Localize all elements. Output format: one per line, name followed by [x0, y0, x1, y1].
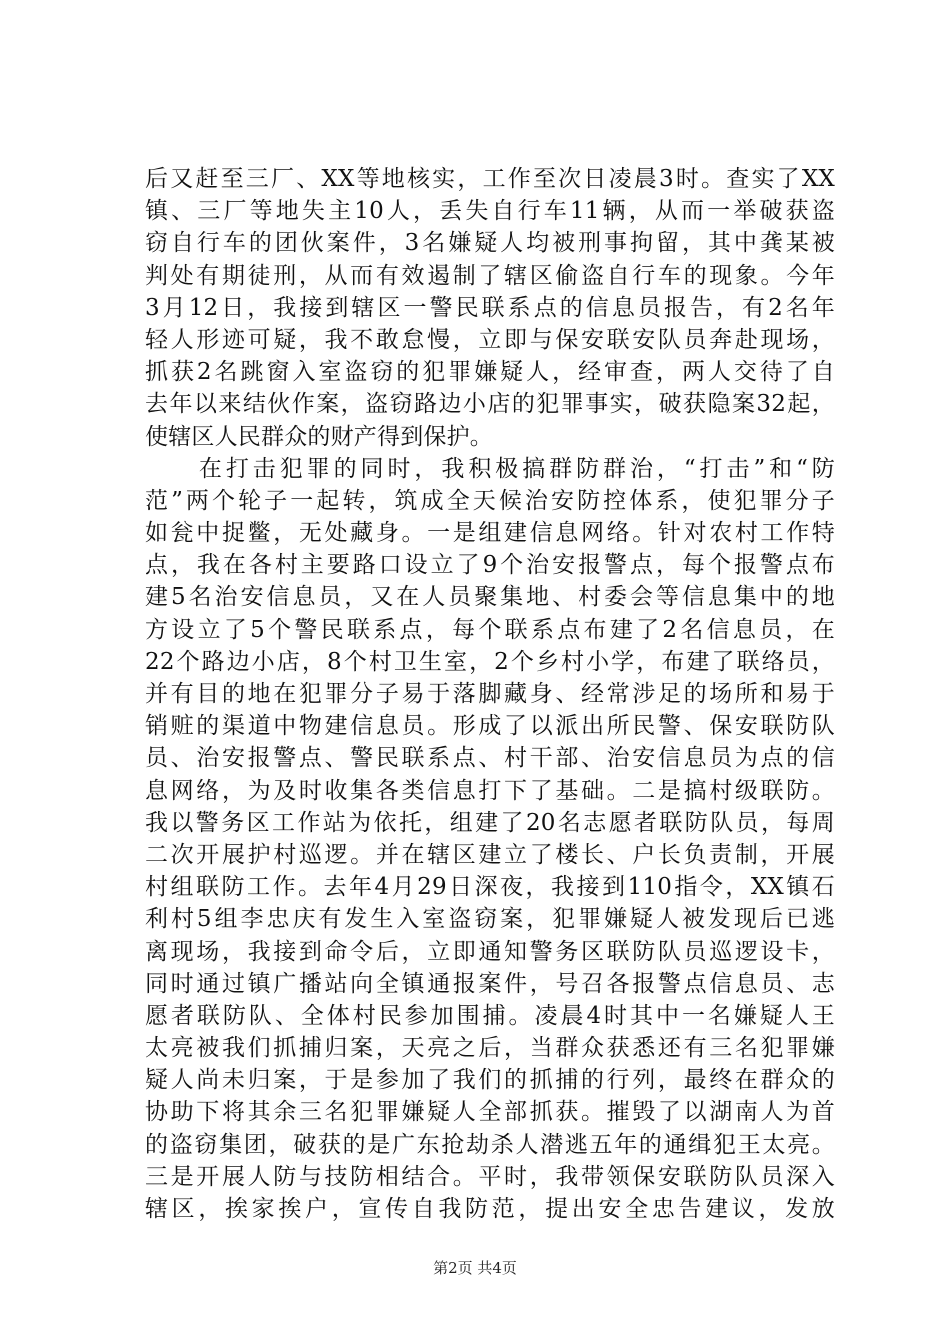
text-line: 22个路边小店，8个村卫生室，2个乡村小学，布建了联络员， [145, 648, 835, 675]
text-line: 如瓮中捉鳖，无处藏身。一是组建信息网络。针对农村工作特 [145, 520, 835, 547]
text-line: 愿者联防队、全体村民参加围捕。凌晨4时其中一名嫌疑人王 [145, 1002, 835, 1029]
text-line: 判处有期徒刑，从而有效遏制了辖区偷盗自行车的现象。今年 [145, 262, 835, 289]
text-line: 离现场，我接到命令后，立即通知警务区联防队员巡逻设卡， [145, 938, 835, 965]
text-line: 镇、三厂等地失主10人，丢失自行车11辆，从而一举破获盗 [145, 198, 835, 225]
text-line: 利村5组李忠庆有发生入室盗窃案，犯罪嫌疑人被发现后已逃 [145, 906, 835, 933]
text-line: 协助下将其余三名犯罪嫌疑人全部抓获。摧毁了以湖南人为首 [145, 1099, 835, 1126]
body-text [145, 163, 835, 1225]
text-line: 辖区，挨家挨户，宣传自我防范，提出安全忠告建议，发放 [145, 1196, 835, 1222]
paragraph-end-line: 使辖区人民群众的财产得到保护。 [145, 423, 493, 450]
text-line: 员、治安报警点、警民联系点、村干部、治安信息员为点的信 [145, 745, 835, 772]
text-line: 的盗窃集团，破获的是广东抢劫杀人潜逃五年的通缉犯王太亮。 [145, 1131, 835, 1158]
text-line: 窃自行车的团伙案件，3名嫌疑人均被刑事拘留，其中龚某被 [145, 230, 835, 257]
text-line: 二次开展护村巡逻。并在辖区建立了楼长、户长负责制，开展 [145, 841, 835, 868]
text-line: 太亮被我们抓捕归案，天亮之后，当群众获悉还有三名犯罪嫌 [145, 1035, 835, 1062]
text-line: 范”两个轮子一起转，筑成全天候治安防控体系，使犯罪分子 [145, 487, 835, 514]
text-line: 点，我在各村主要路口设立了9个治安报警点，每个报警点布 [145, 552, 835, 579]
text-line: 3月12日，我接到辖区一警民联系点的信息员报告，有2名年 [145, 294, 835, 321]
text-line: 去年以来结伙作案，盗窃路边小店的犯罪事实，破获隐案32起， [145, 391, 835, 418]
text-line: 轻人形迹可疑，我不敢怠慢，立即与保安联安队员奔赴现场， [145, 326, 835, 353]
text-line: 销赃的渠道中物建信息员。形成了以派出所民警、保安联防队 [145, 713, 835, 740]
text-line: 并有目的地在犯罪分子易于落脚藏身、经常涉足的场所和易于 [145, 681, 835, 707]
text-line: 村组联防工作。去年4月29日深夜，我接到110指令，XX镇石 [145, 874, 835, 901]
text-line: 我以警务区工作站为依托，组建了20名志愿者联防队员，每周 [145, 809, 835, 836]
text-line: 同时通过镇广播站向全镇通报案件，号召各报警点信息员、志 [145, 970, 835, 997]
text-line: 方设立了5个警民联系点，每个联系点布建了2名信息员，在 [145, 616, 835, 643]
text-line: 后又赶至三厂、XX等地核实，工作至次日凌晨3时。查实了XX [145, 166, 835, 192]
text-line: 在打击犯罪的同时，我积极搞群防群治，“打击”和“防 [145, 455, 835, 482]
text-line: 息网络，为及时收集各类信息打下了基础。二是搞村级联防。 [145, 777, 835, 804]
text-line: 三是开展人防与技防相结合。平时，我带领保安联防队员深入 [145, 1163, 835, 1190]
page-footer: 第2页 共4页 [433, 1259, 517, 1277]
text-line: 抓获2名跳窗入室盗窃的犯罪嫌疑人，经审查，两人交待了自 [145, 359, 835, 386]
text-line: 建5名治安信息员，又在人员聚集地、村委会等信息集中的地 [145, 584, 835, 611]
text-line: 疑人尚未归案，于是参加了我们的抓捕的行列，最终在群众的 [145, 1067, 835, 1094]
